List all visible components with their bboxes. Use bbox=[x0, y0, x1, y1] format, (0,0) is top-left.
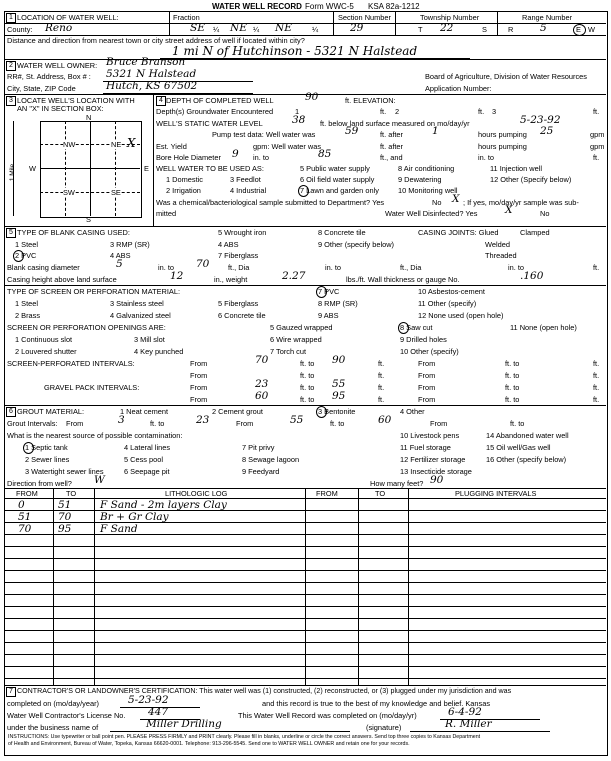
screen-none[interactable]: 12 None used (open hole) bbox=[418, 311, 504, 320]
gpi-to-value-2[interactable]: 95 bbox=[332, 390, 346, 402]
direction-label: Direction from well? bbox=[7, 479, 72, 488]
contam-watertight[interactable]: 3 Watertight sewer lines bbox=[25, 467, 104, 476]
chemical-no-mark[interactable]: X bbox=[452, 193, 460, 205]
gpi-ft-4: ft. bbox=[593, 395, 600, 404]
screen-abs[interactable]: 9 ABS bbox=[318, 311, 339, 320]
screen-stainless[interactable]: 3 Stainless steel bbox=[110, 299, 164, 308]
gravel-intervals-label: GRAVEL PACK INTERVALS: bbox=[44, 383, 140, 392]
bore-value[interactable]: 9 bbox=[232, 148, 239, 160]
gpi-to-value[interactable]: 55 bbox=[332, 378, 346, 390]
section-number-label: Section Number bbox=[338, 13, 391, 22]
contam-septic[interactable]: 1 Septic tank bbox=[25, 443, 68, 452]
casing-joints-label: CASING JOINTS: Glued bbox=[418, 228, 499, 237]
log-from-header: FROM bbox=[16, 489, 38, 498]
contam-insecticide[interactable]: 13 Insecticide storage bbox=[400, 467, 472, 476]
chemical-sample-label: Was a chemical/bacteriological sample submitted to Department? Yes bbox=[156, 198, 385, 207]
contam-livestock[interactable]: 10 Livestock pens bbox=[400, 431, 460, 440]
log-to-header-2: TO bbox=[375, 489, 386, 498]
county-value[interactable]: Reno bbox=[45, 22, 73, 34]
range-number-label: Range Number bbox=[522, 13, 573, 22]
county-label: County: bbox=[7, 25, 33, 34]
township-value[interactable]: 22 bbox=[440, 22, 454, 34]
use-industrial[interactable]: 4 Industrial bbox=[230, 186, 267, 195]
use-lawn-circle bbox=[298, 185, 309, 197]
gpi-from-value[interactable]: 23 bbox=[255, 378, 269, 390]
gpi-ft-to: ft. to bbox=[300, 383, 315, 392]
log-row-rule bbox=[4, 510, 606, 511]
casing-concrete-tile[interactable]: 8 Concrete tile bbox=[318, 228, 366, 237]
gpi-ft-to-4: ft. to bbox=[505, 395, 520, 404]
bore-in-to: in. to bbox=[253, 153, 270, 162]
chemical-sample-text: ; If yes, mo/day/yr sample was sub- bbox=[463, 198, 579, 207]
township-s-label: S bbox=[482, 25, 487, 34]
spi-from-2: From bbox=[418, 359, 436, 368]
contam-seepage[interactable]: 6 Seepage pit bbox=[124, 467, 170, 476]
gpi-from-2: From bbox=[418, 383, 436, 392]
depth-label: DEPTH OF COMPLETED WELL bbox=[166, 96, 274, 105]
spi-from-3: From bbox=[190, 371, 208, 380]
address-value[interactable]: 5321 N Halstead bbox=[106, 68, 197, 80]
range-e-label: E bbox=[576, 25, 581, 34]
gpi-ft-3: ft. bbox=[378, 395, 385, 404]
use-monitoring[interactable]: 10 Monitoring well bbox=[398, 186, 458, 195]
gi-to-value-2[interactable]: 60 bbox=[378, 414, 392, 426]
distance-label: Distance and direction from nearest town or city street address of well if located within city? bbox=[7, 36, 305, 45]
use-dewatering[interactable]: 9 Dewatering bbox=[398, 175, 442, 184]
gi-ft-to-2: ft. to bbox=[330, 419, 345, 428]
static-level-value[interactable]: 38 bbox=[292, 114, 306, 126]
disinfected-no: No bbox=[540, 209, 550, 218]
grout-other[interactable]: 4 Other bbox=[400, 407, 425, 416]
opening-mill[interactable]: 3 Mill slot bbox=[134, 335, 165, 344]
log-row-rule bbox=[4, 582, 606, 583]
yield-label: Est. Yield bbox=[156, 142, 187, 151]
log-row-rule bbox=[4, 522, 606, 523]
spi-ft-3: ft. bbox=[378, 371, 385, 380]
pump-gpm-value[interactable]: 25 bbox=[540, 125, 554, 137]
casing-diameter-value[interactable]: 5 bbox=[116, 258, 123, 270]
log-row-from[interactable]: 51 bbox=[18, 511, 32, 523]
contam-septic-circle bbox=[23, 442, 34, 454]
screen-pvc-circle bbox=[316, 286, 327, 298]
casing-threaded: Threaded bbox=[485, 251, 517, 260]
log-row-rule bbox=[4, 570, 606, 571]
casing-wall-label: lbs./ft. Wall thickness or gauge No. bbox=[346, 275, 460, 284]
record-completed-label: This Water Well Record was completed on (mo/day/yr) bbox=[238, 711, 417, 720]
gpi-ft-to-3: ft. to bbox=[300, 395, 315, 404]
spi-ft-to-2: ft. to bbox=[505, 359, 520, 368]
sw-quadrant: SW bbox=[63, 188, 75, 197]
board-label: Board of Agriculture, Division of Water Resources bbox=[425, 72, 587, 81]
city-value[interactable]: Hutch, KS 67502 bbox=[106, 80, 198, 92]
submitted-label: mitted bbox=[156, 209, 177, 218]
pump-hours-label: hours pumping bbox=[478, 130, 527, 139]
opening-none[interactable]: 11 None (open hole) bbox=[510, 323, 577, 332]
opening-wire[interactable]: 6 Wire wrapped bbox=[270, 335, 322, 344]
static-level-text: ft. below land surface measured on mo/day/yr bbox=[320, 119, 470, 128]
casing-clamped: Clamped bbox=[520, 228, 550, 237]
address-label: RR#, St. Address, Box # : bbox=[7, 72, 91, 81]
ksa-reference: KSA 82a-1212 bbox=[368, 2, 420, 11]
casing-pvc[interactable]: 2 PVC bbox=[15, 251, 37, 260]
screen-other[interactable]: 11 Other (specify) bbox=[418, 299, 477, 308]
ne-quadrant: NE bbox=[111, 140, 122, 149]
license-label: Water Well Contractor's License No. bbox=[7, 711, 126, 720]
opening-louvered[interactable]: 2 Louvered shutter bbox=[15, 347, 77, 356]
city-label: City, State, ZIP Code bbox=[7, 84, 76, 93]
pump-gpm-label: gpm bbox=[590, 130, 605, 139]
casing-height-value[interactable]: 12 bbox=[170, 270, 184, 282]
screen-material-label: TYPE OF SCREEN OR PERFORATION MATERIAL: bbox=[7, 287, 181, 296]
casing-welded: Welded bbox=[485, 240, 510, 249]
screen-concrete[interactable]: 6 Concrete tile bbox=[218, 311, 266, 320]
contam-oil-gas[interactable]: 15 Oil well/Gas well bbox=[486, 443, 551, 452]
section-7-number: 7 bbox=[6, 687, 16, 697]
form-number: Form WWC-5 bbox=[305, 2, 354, 11]
gpi-ft: ft. bbox=[378, 383, 385, 392]
screen-intervals-label: SCREEN-PERFORATED INTERVALS: bbox=[7, 359, 135, 368]
log-row-rule bbox=[4, 630, 606, 631]
casing-type-label: TYPE OF BLANK CASING USED: bbox=[17, 228, 130, 237]
bore-label: Bore Hole Diameter bbox=[156, 153, 221, 162]
certification-line-1: CONTRACTOR'S OR LANDOWNER'S CERTIFICATION: This water well was (1) constructed, (2) reconstructed, or (3) plugged under my jurisdiction and was bbox=[17, 687, 512, 695]
log-row-from[interactable]: 0 bbox=[18, 499, 25, 511]
pump-test-ft[interactable]: 59 bbox=[345, 125, 359, 137]
grout-bentonite-circle bbox=[316, 406, 327, 418]
screen-steel[interactable]: 1 Steel bbox=[15, 299, 39, 308]
contam-fertilizer[interactable]: 12 Fertilizer storage bbox=[400, 455, 466, 464]
opening-other[interactable]: 10 Other (specify) bbox=[400, 347, 459, 356]
log-from-header-2: FROM bbox=[316, 489, 338, 498]
record-completed-date[interactable]: 6-4-92 bbox=[448, 706, 482, 718]
pump-test-label: Pump test data: Well water was bbox=[212, 130, 316, 139]
fraction-1-value[interactable]: SE bbox=[190, 22, 205, 34]
spi-ft-4: ft. bbox=[593, 371, 600, 380]
quarter-mark-2: ¼ bbox=[253, 25, 260, 34]
bore-to-value[interactable]: 85 bbox=[318, 148, 332, 160]
certification-true-text: and this record is true to the best of my knowledge and belief. Kansas bbox=[262, 699, 491, 708]
log-row-rule bbox=[4, 606, 606, 607]
log-row-rule bbox=[4, 678, 606, 679]
casing-to-value[interactable]: 70 bbox=[196, 258, 210, 270]
casing-ft-dia-2: ft., Dia bbox=[400, 263, 422, 272]
casing-abs[interactable]: 4 ABS bbox=[110, 251, 131, 260]
gi-to-value[interactable]: 23 bbox=[196, 414, 210, 426]
yield-hours-label: hours pumping bbox=[478, 142, 527, 151]
gpi-from-value-2[interactable]: 60 bbox=[255, 390, 269, 402]
casing-weight-value[interactable]: 2.27 bbox=[282, 270, 306, 282]
section-box-n: N bbox=[86, 113, 92, 122]
direction-value[interactable]: W bbox=[94, 474, 105, 486]
gpi-ft-to-2: ft. to bbox=[505, 383, 520, 392]
log-lithology-header: LITHOLOGIC LOG bbox=[165, 489, 228, 498]
openings-label: SCREEN OR PERFORATION OPENINGS ARE: bbox=[7, 323, 166, 332]
contam-other[interactable]: 16 Other (specify below) bbox=[486, 455, 567, 464]
business-name-value[interactable]: Miller Drilling bbox=[146, 718, 222, 730]
log-row-rule bbox=[4, 618, 606, 619]
gi-ft-to-3: ft. to bbox=[510, 419, 525, 428]
contam-sewer[interactable]: 2 Sewer lines bbox=[25, 455, 70, 464]
gpi-from-4: From bbox=[418, 395, 436, 404]
opening-drilled[interactable]: 9 Drilled holes bbox=[400, 335, 447, 344]
section-location-mark[interactable]: X bbox=[127, 136, 136, 150]
section-3-number: 3 bbox=[6, 96, 16, 106]
spi-from-value[interactable]: 70 bbox=[255, 354, 269, 366]
section-5-number: 5 bbox=[6, 228, 16, 238]
screen-galvanized[interactable]: 4 Galvanized steel bbox=[110, 311, 171, 320]
log-row-desc[interactable]: F Sand bbox=[100, 523, 138, 535]
gi-from-3: From bbox=[430, 419, 448, 428]
spi-ft-2: ft. bbox=[593, 359, 600, 368]
locate-label-1: LOCATE WELL'S LOCATION WITH bbox=[17, 96, 135, 105]
casing-other[interactable]: 9 Other (specify below) bbox=[318, 240, 394, 249]
quarter-mark-3: ¼ bbox=[312, 25, 319, 34]
log-row-rule bbox=[4, 654, 606, 655]
contam-lateral[interactable]: 4 Lateral lines bbox=[124, 443, 171, 452]
yield-text: gpm: Well water was bbox=[253, 142, 322, 151]
log-row-rule bbox=[4, 534, 606, 535]
use-feedlot[interactable]: 3 Feedlot bbox=[230, 175, 261, 184]
contam-fuel[interactable]: 11 Fuel storage bbox=[400, 443, 451, 452]
contam-abandoned[interactable]: 14 Abandoned water well bbox=[486, 431, 569, 440]
log-row-desc[interactable]: F Sand - 2m layers Clay bbox=[100, 499, 227, 511]
fraction-3-value[interactable]: NE bbox=[275, 22, 292, 34]
gpi-from-3: From bbox=[190, 395, 208, 404]
grout-neat-cement[interactable]: 1 Neat cement bbox=[120, 407, 169, 416]
use-oilfield[interactable]: 6 Oil field water supply bbox=[300, 175, 375, 184]
screen-brass[interactable]: 2 Brass bbox=[15, 311, 41, 320]
spi-from-4: From bbox=[418, 371, 436, 380]
gi-from-value[interactable]: 3 bbox=[118, 414, 125, 426]
elevation-label: ft. ELEVATION: bbox=[345, 96, 396, 105]
opening-continuous[interactable]: 1 Continuous slot bbox=[15, 335, 73, 344]
use-other[interactable]: 12 Other (Specify below) bbox=[490, 175, 572, 184]
screen-pvc[interactable]: 7 PVC bbox=[318, 287, 340, 296]
log-row-to[interactable]: 70 bbox=[58, 511, 72, 523]
contamination-label: What is the nearest source of possible contamination: bbox=[7, 431, 183, 440]
log-to-header: TO bbox=[66, 489, 77, 498]
log-row-to[interactable]: 95 bbox=[58, 523, 72, 535]
section-value[interactable]: 29 bbox=[350, 22, 364, 34]
spi-ft-to-4: ft. to bbox=[505, 371, 520, 380]
log-row-rule bbox=[4, 546, 606, 547]
opening-saw-cut[interactable]: 8 Saw cut bbox=[400, 323, 433, 332]
use-irrigation[interactable]: 2 Irrigation bbox=[166, 186, 201, 195]
casing-in-to: in. to bbox=[158, 263, 175, 272]
instructions-line-2: of Health and Environment, Bureau of Water, Topeka, Kansas 66620-0001. Telephone: 913-296-5545. Send one to WATER WELL OWNER and retain one for your records. bbox=[8, 741, 410, 747]
spi-ft-to-3: ft. to bbox=[300, 371, 315, 380]
casing-ft-end: ft. bbox=[593, 263, 600, 272]
completed-date-value[interactable]: 5-23-92 bbox=[128, 694, 169, 706]
how-many-feet-label: How many feet? bbox=[370, 479, 424, 488]
gw-2: 2 bbox=[395, 107, 400, 116]
log-row-rule bbox=[4, 642, 606, 643]
gw-3: 3 bbox=[492, 107, 497, 116]
gw-ft-1: ft. bbox=[380, 107, 387, 116]
contam-pit-privy[interactable]: 7 Pit privy bbox=[242, 443, 275, 452]
locate-label-2: AN "X" IN SECTION BOX: bbox=[17, 104, 104, 113]
spi-ft: ft. bbox=[378, 359, 385, 368]
use-domestic[interactable]: 1 Domestic bbox=[166, 175, 203, 184]
section-4-number: 4 bbox=[156, 96, 166, 106]
contam-cess[interactable]: 5 Cess pool bbox=[124, 455, 164, 464]
instructions-line-1: INSTRUCTIONS: Use typewriter or ball point pen. PLEASE PRESS FIRMLY and PRINT clearly. Please fill in blanks, underline or circle the correct answers. Send top three copies to Kansas Department bbox=[8, 734, 481, 740]
distance-value[interactable]: 1 mi N of Hutchinson - 5321 N Halstead bbox=[172, 44, 418, 58]
nw-quadrant: NW bbox=[63, 140, 76, 149]
groundwater-label: Depth(s) Groundwater Encountered bbox=[156, 107, 274, 116]
casing-rmp[interactable]: 3 RMP (SR) bbox=[110, 240, 150, 249]
depth-value[interactable]: 90 bbox=[305, 91, 319, 103]
grout-label: GROUT MATERIAL: bbox=[17, 407, 85, 416]
spi-from: From bbox=[190, 359, 208, 368]
bore-in-to-2: in. to bbox=[478, 153, 495, 162]
opening-gauzed[interactable]: 5 Gauzed wrapped bbox=[270, 323, 333, 332]
log-row-rule bbox=[4, 558, 606, 559]
signature-label: (signature) bbox=[366, 723, 402, 732]
use-public[interactable]: 5 Public water supply bbox=[300, 164, 370, 173]
se-quadrant: SE bbox=[111, 188, 121, 197]
pump-test-hours[interactable]: 1 bbox=[432, 125, 439, 137]
gpi-ft-2: ft. bbox=[593, 383, 600, 392]
spi-to-value[interactable]: 90 bbox=[332, 354, 346, 366]
casing-diameter-label: Blank casing diameter bbox=[7, 263, 80, 272]
log-row-from[interactable]: 70 bbox=[18, 523, 32, 535]
casing-asbestos[interactable]: 4 ABS bbox=[218, 240, 239, 249]
fraction-label: Fraction bbox=[173, 13, 200, 22]
location-label: LOCATION OF WATER WELL: bbox=[17, 13, 119, 22]
screen-asbestos[interactable]: 10 Asbestos-cement bbox=[418, 287, 485, 296]
casing-weight-label: in., weight bbox=[214, 275, 248, 284]
section-1-number: 1 bbox=[6, 13, 16, 23]
form-title: WATER WELL RECORD bbox=[212, 2, 302, 11]
screen-fiberglass[interactable]: 5 Fiberglass bbox=[218, 299, 259, 308]
quarter-mark-1: ¼ bbox=[213, 25, 220, 34]
casing-in-to-2: in. to bbox=[325, 263, 342, 272]
casing-in-to-3: in. to bbox=[508, 263, 525, 272]
gpi-from: From bbox=[190, 383, 208, 392]
owner-name-value[interactable]: Bruce Branson bbox=[106, 56, 186, 68]
section-box-w: W bbox=[29, 164, 36, 173]
log-row-rule bbox=[4, 666, 606, 667]
casing-steel[interactable]: 1 Steel bbox=[15, 240, 39, 249]
log-row-desc[interactable]: Br + Gr Clay bbox=[100, 511, 169, 523]
section-box-e: E bbox=[144, 164, 149, 173]
casing-fiberglass[interactable]: 7 Fiberglass bbox=[218, 251, 259, 260]
business-name-label: under the business name of bbox=[7, 723, 99, 732]
application-number-label: Application Number: bbox=[425, 84, 492, 93]
plugging-header: PLUGGING INTERVALS bbox=[455, 489, 537, 498]
pump-after: ft. after bbox=[380, 130, 404, 139]
chemical-no: No bbox=[432, 198, 442, 207]
casing-ft-dia: ft., Dia bbox=[228, 263, 250, 272]
township-t-label: T bbox=[418, 25, 423, 34]
log-row-rule bbox=[4, 594, 606, 595]
opening-key-punched[interactable]: 4 Key punched bbox=[134, 347, 184, 356]
static-level-date[interactable]: 5-23-92 bbox=[520, 114, 561, 126]
casing-pvc-circle bbox=[13, 250, 24, 262]
grout-intervals-label: Grout Intervals: bbox=[7, 419, 58, 428]
contam-lagoon[interactable]: 8 Sewage lagoon bbox=[242, 455, 300, 464]
contam-feedyard[interactable]: 9 Feedyard bbox=[242, 467, 280, 476]
casing-gauge-value[interactable]: .160 bbox=[520, 270, 544, 282]
opening-saw-circle bbox=[398, 322, 409, 334]
section-box-s: S bbox=[86, 215, 91, 224]
section-6-number: 6 bbox=[6, 407, 16, 417]
gi-from-value-2[interactable]: 55 bbox=[290, 414, 304, 426]
static-level-label: WELL'S STATIC WATER LEVEL bbox=[156, 119, 263, 128]
casing-wrought-iron[interactable]: 5 Wrought iron bbox=[218, 228, 267, 237]
gi-ft-to: ft. to bbox=[150, 419, 165, 428]
fraction-2-value[interactable]: NE bbox=[230, 22, 247, 34]
how-many-feet-value[interactable]: 90 bbox=[430, 474, 444, 486]
yield-after: ft. after bbox=[380, 142, 404, 151]
disinfected-yes-mark[interactable]: X bbox=[505, 204, 513, 216]
gw-ft-2: ft. bbox=[478, 107, 485, 116]
bore-ft-end: ft. bbox=[593, 153, 600, 162]
disinfected-label: Water Well Disinfected? Yes bbox=[385, 209, 478, 218]
range-r-label: R bbox=[508, 25, 514, 34]
grout-cement[interactable]: 2 Cement grout bbox=[212, 407, 263, 416]
gi-from-2: From bbox=[236, 419, 254, 428]
casing-height-label: Casing height above land surface bbox=[7, 275, 117, 284]
opening-torch[interactable]: 7 Torch cut bbox=[270, 347, 307, 356]
range-value[interactable]: 5 bbox=[540, 22, 547, 34]
use-injection[interactable]: 11 Injection well bbox=[490, 164, 543, 173]
use-label: WELL WATER TO BE USED AS: bbox=[156, 164, 264, 173]
use-lawn-garden[interactable]: 7 Lawn and garden only bbox=[300, 186, 379, 195]
township-number-label: Township Number bbox=[420, 13, 480, 22]
log-row-to[interactable]: 51 bbox=[58, 499, 72, 511]
range-w-label: W bbox=[588, 25, 595, 34]
spi-ft-to: ft. to bbox=[300, 359, 315, 368]
section-2-number: 2 bbox=[6, 61, 16, 71]
certification-completed-label: completed on (mo/day/year) bbox=[7, 699, 100, 708]
owner-label: WATER WELL OWNER: bbox=[17, 61, 98, 70]
gw-1: 1 bbox=[295, 107, 300, 116]
signature-value[interactable]: R. Miller bbox=[445, 718, 492, 730]
one-mile-label: 1 Mile bbox=[9, 163, 17, 182]
bore-ft-and: ft., and bbox=[380, 153, 403, 162]
grout-bentonite[interactable]: 3 Bentonite bbox=[318, 407, 356, 416]
use-air[interactable]: 8 Air conditioning bbox=[398, 164, 455, 173]
license-value[interactable]: 447 bbox=[148, 706, 169, 718]
yield-gpm-label: gpm bbox=[590, 142, 605, 151]
screen-rmp[interactable]: 8 RMP (SR) bbox=[318, 299, 358, 308]
gi-from: From bbox=[66, 419, 84, 428]
gw-ft-3: ft. bbox=[593, 107, 600, 116]
